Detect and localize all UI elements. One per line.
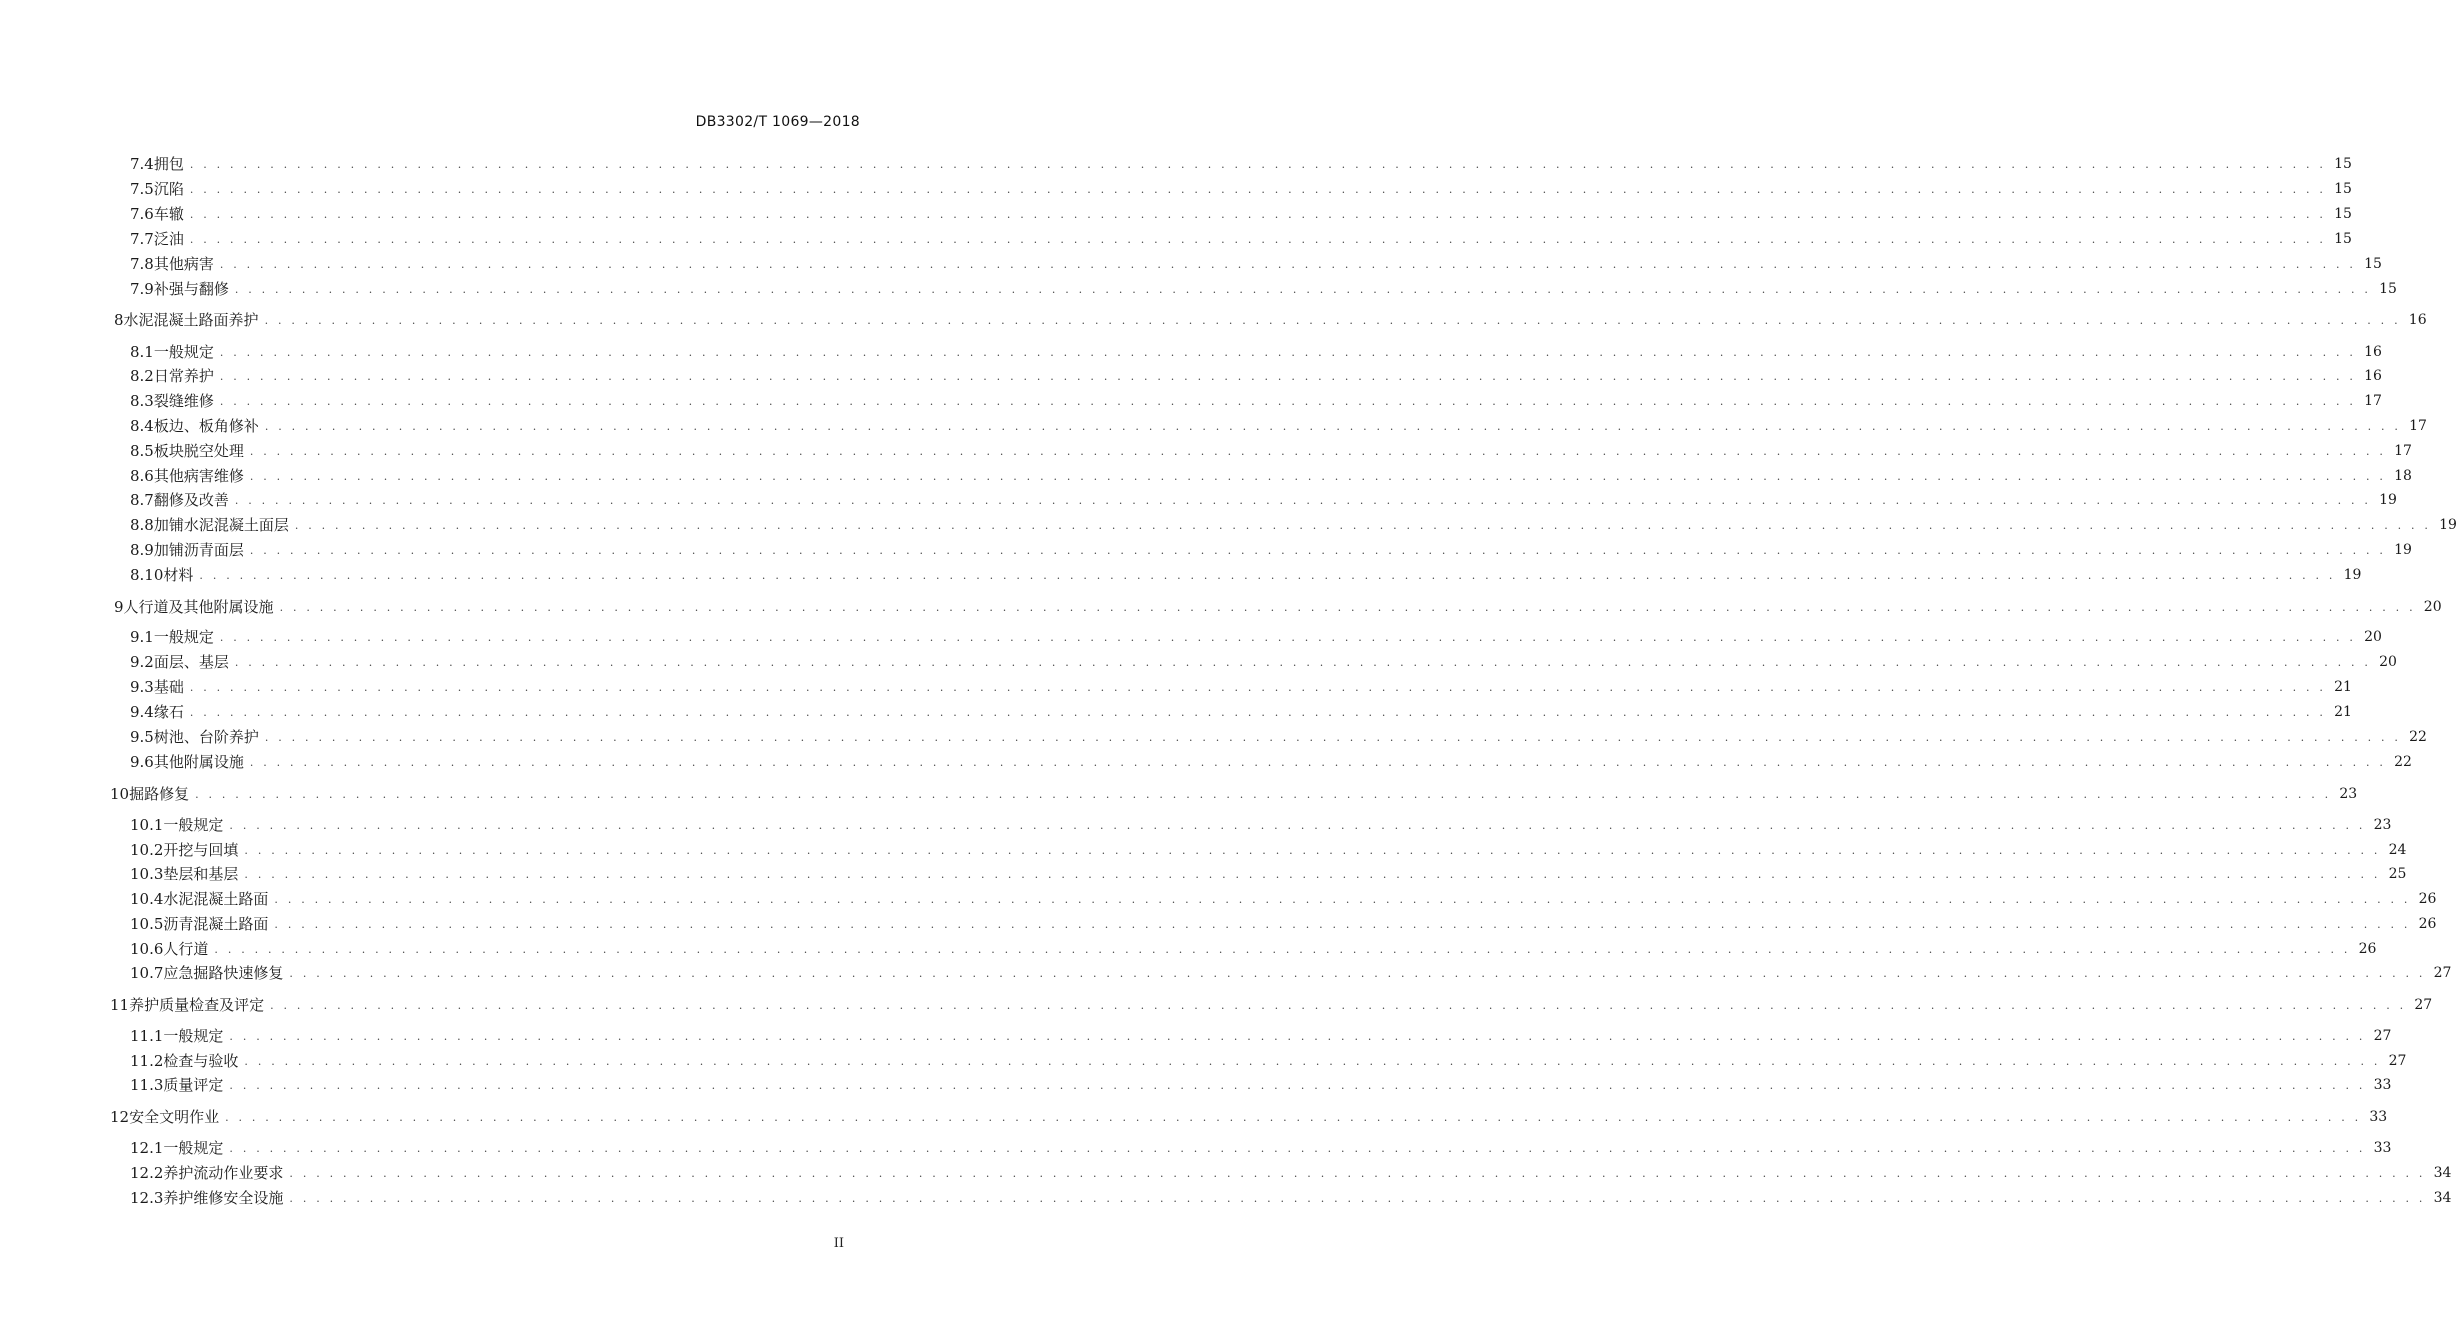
toc-entry-title: 安全文明作业 [129,1108,220,1126]
toc-entry-title: 应急掘路快速修复 [163,964,284,982]
toc-entry-number: 9.1 [130,628,154,646]
toc-entry-title: 水泥混凝土路面养护 [123,311,259,329]
toc-entry[interactable] [0,152,2352,176]
toc-entry-title: 一般规定 [163,1027,224,1045]
toc-leader-dots: . . . . . . . . . . . . . . . . . . . . . . . . . . . . . . . . . . . . . . . . . . . . . . . . . . . . . . . . . . . . . . . . . . . . . . . . . . . . . . . . . . . . . . . . . . . . . . . . . . . . . . . . . . . . . . . . . . . . . . . . . . . . . . . . . . . . . . . . . . . . . . . . . . . . . . . . . . . . . . . . [189,706,2327,719]
toc-entry-title: 补强与翻修 [153,280,229,298]
toc-leader-dots: . . . . . . . . . . . . . . . . . . . . . . . . . . . . . . . . . . . . . . . . . . . . . . . . . . . . . . . . . . . . . . . . . . . . . . . . . . . . . . . . . . . . . . . . . . . . . . . . . . . . . . . . . . . . . . . . . . . . . . . . . . . . . . . . . . . . . . . . . . . . . . . . . . . . . . . . . . . . . . . . [219,370,2357,383]
toc-entry-page: 23 [2373,817,2392,833]
toc-entry-number: 9.4 [130,703,154,721]
toc-entry-title: 板块脱空处理 [153,442,244,460]
toc-entry-number: 10.2 [130,841,164,859]
toc-entry-number: 12 [110,1108,130,1126]
toc-entry-number: 11.3 [130,1076,164,1094]
toc-entry-number: 8.2 [130,367,154,385]
toc-entry-page: 26 [2418,891,2437,907]
toc-entry-title: 加铺水泥混凝土面层 [153,516,289,534]
toc-entry-page: 15 [2334,206,2352,222]
toc-entry-title: 养护质量检查及评定 [129,996,265,1014]
toc-entry-number: 8.8 [130,516,154,534]
toc-entry-title: 裂缝维修 [153,392,214,410]
toc-leader-dots: . . . . . . . . . . . . . . . . . . . . . . . . . . . . . . . . . . . . . . . . . . . . . . . . . . . . . . . . . . . . . . . . . . . . . . . . . . . . . . . . . . . . . . . . . . . . . . . . . . . . . . . . . . . . . . . . . . . . . . . . . . . . . . . . . . . . . . . . . . . . . . . . . . . . . . . . . . . . . . . . [249,470,2387,483]
toc-entry-title: 其他附属设施 [153,753,244,771]
toc-entry[interactable] [0,937,2377,961]
toc-entry-page: 18 [2394,468,2412,484]
toc-entry[interactable] [0,675,2352,699]
toc-entry-number: 11.1 [130,1027,164,1045]
toc-entry-number: 8.1 [130,343,154,361]
toc-entry-number: 10 [110,785,130,803]
toc-leader-dots: . . . . . . . . . . . . . . . . . . . . . . . . . . . . . . . . . . . . . . . . . . . . . . . . . . . . . . . . . . . . . . . . . . . . . . . . . . . . . . . . . . . . . . . . . . . . . . . . . . . . . . . . . . . . . . . . . . . . . . . . . . . . . . . . . . . . . . . . . . . . . . . . . . . . . . . . . . . . . . . . [274,893,2411,906]
toc-entry[interactable] [0,750,2412,774]
toc-entry[interactable] [0,227,2352,251]
toc-entry[interactable] [0,862,2407,886]
toc-entry-page: 17 [2409,418,2427,434]
toc-entry-page: 15 [2334,181,2352,197]
toc-entry-title: 人行道 [163,940,209,958]
toc-entry-title: 缘石 [153,703,184,721]
toc-entry-number: 8.4 [130,417,154,435]
toc-entry-title: 基础 [153,678,184,696]
toc-entry-title: 一般规定 [163,816,224,834]
toc-entry-page: 19 [2439,517,2457,533]
toc-entry-title: 拥包 [153,155,184,173]
toc-leader-dots: . . . . . . . . . . . . . . . . . . . . . . . . . . . . . . . . . . . . . . . . . . . . . . . . . . . . . . . . . . . . . . . . . . . . . . . . . . . . . . . . . . . . . . . . . . . . . . . . . . . . . . . . . . . . . . . . . . . . . . . . . . . . . . . . . . . . . . . . . . . . . . . . . . . . . . . . . . . . . . . . [219,346,2357,359]
toc-entry-page: 27 [2414,997,2433,1013]
toc-entry-title: 一般规定 [153,628,214,646]
toc-entry[interactable] [0,177,2352,201]
toc-entry-title: 材料 [163,566,194,584]
toc-entry[interactable] [0,912,2437,936]
toc-leader-dots: . . . . . . . . . . . . . . . . . . . . . . . . . . . . . . . . . . . . . . . . . . . . . . . . . . . . . . . . . . . . . . . . . . . . . . . . . . . . . . . . . . . . . . . . . . . . . . . . . . . . . . . . . . . . . . . . . . . . . . . . . . . . . . . . . . . . . . . . . . . . . . . . . . . . . . . . . . . . . . . . [189,183,2327,196]
toc-entry-page: 16 [2364,344,2382,360]
toc-leader-dots: . . . . . . . . . . . . . . . . . . . . . . . . . . . . . . . . . . . . . . . . . . . . . . . . . . . . . . . . . . . . . . . . . . . . . . . . . . . . . . . . . . . . . . . . . . . . . . . . . . . . . . . . . . . . . . . . . . . . . . . . . . . . . . . . . . . . . . . . . . . . . . . . . . . . . . . . . . . . . . . . [264,731,2402,744]
toc-entry[interactable] [0,993,2433,1017]
toc-entry-title: 检查与验收 [163,1052,239,1070]
toc-entry-page: 16 [2364,368,2382,384]
toc-entry-number: 10.5 [130,915,164,933]
toc-entry-page: 22 [2409,729,2427,745]
toc-leader-dots: . . . . . . . . . . . . . . . . . . . . . . . . . . . . . . . . . . . . . . . . . . . . . . . . . . . . . . . . . . . . . . . . . . . . . . . . . . . . . . . . . . . . . . . . . . . . . . . . . . . . . . . . . . . . . . . . . . . . . . . . . . . . . . . . . . . . . . . . . . . . . . . . . . . . . . . . . . . . . . . . [234,656,2372,669]
toc-entry-title: 养护维修安全设施 [163,1189,284,1207]
toc-entry[interactable] [0,202,2352,226]
toc-leader-dots: . . . . . . . . . . . . . . . . . . . . . . . . . . . . . . . . . . . . . . . . . . . . . . . . . . . . . . . . . . . . . . . . . . . . . . . . . . . . . . . . . . . . . . . . . . . . . . . . . . . . . . . . . . . . . . . . . . . . . . . . . . . . . . . . . . . . . . . . . . . . . . . . . . . . . . . . . . . . . . . . [219,395,2357,408]
toc-entry-number: 11.2 [130,1052,164,1070]
toc-entry-number: 9.6 [130,753,154,771]
toc-leader-dots: . . . . . . . . . . . . . . . . . . . . . . . . . . . . . . . . . . . . . . . . . . . . . . . . . . . . . . . . . . . . . . . . . . . . . . . . . . . . . . . . . . . . . . . . . . . . . . . . . . . . . . . . . . . . . . . . . . . . . . . . . . . . . . . . . . . . . . . . . . . . . . . . . . . . . . . . . . . . . . . . [289,1167,2426,1180]
toc-entry-number: 7.9 [130,280,154,298]
toc-leader-dots: . . . . . . . . . . . . . . . . . . . . . . . . . . . . . . . . . . . . . . . . . . . . . . . . . . . . . . . . . . . . . . . . . . . . . . . . . . . . . . . . . . . . . . . . . . . . . . . . . . . . . . . . . . . . . . . . . . . . . . . . . . . . . . . . . . . . . . . . . . . . . . . . . . . . . . . . . . . . . . . . [244,844,2381,857]
toc-entry-page: 20 [2423,599,2442,615]
toc-entry-page: 23 [2339,786,2358,802]
toc-entry-number: 12.3 [130,1189,164,1207]
toc-entry[interactable] [0,813,2392,837]
toc-entry[interactable] [0,439,2412,463]
toc-entry-page: 27 [2433,965,2452,981]
toc-entry-page: 25 [2388,866,2407,882]
toc-leader-dots: . . . . . . . . . . . . . . . . . . . . . . . . . . . . . . . . . . . . . . . . . . . . . . . . . . . . . . . . . . . . . . . . . . . . . . . . . . . . . . . . . . . . . . . . . . . . . . . . . . . . . . . . . . . . . . . . . . . . . . . . . . . . . . . . . . . . . . . . . . . . . . . . . . . . . . . . . . . . . . . . [189,681,2327,694]
toc-entry-page: 22 [2394,754,2412,770]
toc-entry-page: 15 [2334,231,2352,247]
toc-leader-dots: . . . . . . . . . . . . . . . . . . . . . . . . . . . . . . . . . . . . . . . . . . . . . . . . . . . . . . . . . . . . . . . . . . . . . . . . . . . . . . . . . . . . . . . . . . . . . . . . . . . . . . . . . . . . . . . . . . . . . . . . . . . . . . . . . . . . . . . . . . . . . . . . . . . . . . . . . . . . . . . . [289,1192,2426,1205]
toc-entry-page: 20 [2364,629,2382,645]
toc-entry[interactable] [0,625,2382,649]
toc-entry-page: 15 [2334,156,2352,172]
toc-leader-dots: . . . . . . . . . . . . . . . . . . . . . . . . . . . . . . . . . . . . . . . . . . . . . . . . . . . . . . . . . . . . . . . . . . . . . . . . . . . . . . . . . . . . . . . . . . . . . . . . . . . . . . . . . . . . . . . . . . . . . . . . . . . . . . . . . . . . . . . . . . . . . . . . . . . . . . . . . . . . . . . . [270,999,2407,1012]
toc-entry-number: 12.1 [130,1139,164,1157]
toc-entry-page: 33 [2373,1140,2392,1156]
toc-leader-dots: . . . . . . . . . . . . . . . . . . . . . . . . . . . . . . . . . . . . . . . . . . . . . . . . . . . . . . . . . . . . . . . . . . . . . . . . . . . . . . . . . . . . . . . . . . . . . . . . . . . . . . . . . . . . . . . . . . . . . . . . . . . . . . . . . . . . . . . . . . . . . . . . . . . . . . . . . . . . . . . . [219,631,2357,644]
toc-entry-number: 7.5 [130,180,154,198]
toc-leader-dots: . . . . . . . . . . . . . . . . . . . . . . . . . . . . . . . . . . . . . . . . . . . . . . . . . . . . . . . . . . . . . . . . . . . . . . . . . . . . . . . . . . . . . . . . . . . . . . . . . . . . . . . . . . . . . . . . . . . . . . . . . . . . . . . . . . . . . . . . . . . . . . . . . . . . . . . . . . . . . . . . [244,1055,2381,1068]
toc-entry-page: 26 [2358,941,2377,957]
toc-entry-number: 9.5 [130,728,154,746]
toc-entry-page: 19 [2343,567,2362,583]
toc-entry[interactable] [0,464,2412,488]
toc-entry-page: 19 [2394,542,2412,558]
toc-leader-dots: . . . . . . . . . . . . . . . . . . . . . . . . . . . . . . . . . . . . . . . . . . . . . . . . . . . . . . . . . . . . . . . . . . . . . . . . . . . . . . . . . . . . . . . . . . . . . . . . . . . . . . . . . . . . . . . . . . . . . . . . . . . . . . . . . . . . . . . . . . . . . . . . . . . . . . . . . . . . . . . . [264,314,2401,327]
toc-entry-title: 质量评定 [163,1076,224,1094]
toc-entry-page: 26 [2418,916,2437,932]
toc-leader-dots: . . . . . . . . . . . . . . . . . . . . . . . . . . . . . . . . . . . . . . . . . . . . . . . . . . . . . . . . . . . . . . . . . . . . . . . . . . . . . . . . . . . . . . . . . . . . . . . . . . . . . . . . . . . . . . . . . . . . . . . . . . . . . . . . . . . . . . . . . . . . . . . . . . . . . . . . . . . . . . . . [294,519,2432,532]
toc-entry-page: 21 [2334,679,2352,695]
toc-entry[interactable] [0,1049,2407,1073]
toc-entry[interactable] [0,700,2352,724]
toc-entry[interactable] [0,887,2437,911]
toc-leader-dots: . . . . . . . . . . . . . . . . . . . . . . . . . . . . . . . . . . . . . . . . . . . . . . . . . . . . . . . . . . . . . . . . . . . . . . . . . . . . . . . . . . . . . . . . . . . . . . . . . . . . . . . . . . . . . . . . . . . . . . . . . . . . . . . . . . . . . . . . . . . . . . . . . . . . . . . . . . . . . . . . [274,918,2411,931]
toc-entry[interactable] [0,1161,2452,1185]
toc-entry-number: 7.8 [130,255,154,273]
toc-leader-dots: . . . . . . . . . . . . . . . . . . . . . . . . . . . . . . . . . . . . . . . . . . . . . . . . . . . . . . . . . . . . . . . . . . . . . . . . . . . . . . . . . . . . . . . . . . . . . . . . . . . . . . . . . . . . . . . . . . . . . . . . . . . . . . . . . . . . . . . . . . . . . . . . . . . . . . . . . . . . . . . . [195,788,2332,801]
toc-entry[interactable] [0,1136,2392,1160]
toc-entry-title: 泛油 [153,230,184,248]
toc-leader-dots: . . . . . . . . . . . . . . . . . . . . . . . . . . . . . . . . . . . . . . . . . . . . . . . . . . . . . . . . . . . . . . . . . . . . . . . . . . . . . . . . . . . . . . . . . . . . . . . . . . . . . . . . . . . . . . . . . . . . . . . . . . . . . . . . . . . . . . . . . . . . . . . . . . . . . . . . . . . . . . . . [229,819,2366,832]
toc-leader-dots: . . . . . . . . . . . . . . . . . . . . . . . . . . . . . . . . . . . . . . . . . . . . . . . . . . . . . . . . . . . . . . . . . . . . . . . . . . . . . . . . . . . . . . . . . . . . . . . . . . . . . . . . . . . . . . . . . . . . . . . . . . . . . . . . . . . . . . . . . . . . . . . . . . . . . . . . . . . . . . . . [214,943,2351,956]
toc-entry-number: 8.10 [130,566,164,584]
toc-entry-page: 21 [2334,704,2352,720]
toc-entry-number: 7.4 [130,155,154,173]
toc-entry-page: 17 [2364,393,2382,409]
toc-entry-title: 一般规定 [153,343,214,361]
toc-leader-dots: . . . . . . . . . . . . . . . . . . . . . . . . . . . . . . . . . . . . . . . . . . . . . . . . . . . . . . . . . . . . . . . . . . . . . . . . . . . . . . . . . . . . . . . . . . . . . . . . . . . . . . . . . . . . . . . . . . . . . . . . . . . . . . . . . . . . . . . . . . . . . . . . . . . . . . . . . . . . . . . . [249,756,2387,769]
toc-entry-title: 翻修及改善 [153,491,229,509]
toc-leader-dots: . . . . . . . . . . . . . . . . . . . . . . . . . . . . . . . . . . . . . . . . . . . . . . . . . . . . . . . . . . . . . . . . . . . . . . . . . . . . . . . . . . . . . . . . . . . . . . . . . . . . . . . . . . . . . . . . . . . . . . . . . . . . . . . . . . . . . . . . . . . . . . . . . . . . . . . . . . . . . . . . [199,569,2336,582]
toc-leader-dots: . . . . . . . . . . . . . . . . . . . . . . . . . . . . . . . . . . . . . . . . . . . . . . . . . . . . . . . . . . . . . . . . . . . . . . . . . . . . . . . . . . . . . . . . . . . . . . . . . . . . . . . . . . . . . . . . . . . . . . . . . . . . . . . . . . . . . . . . . . . . . . . . . . . . . . . . . . . . . . . . [219,258,2357,271]
toc-leader-dots: . . . . . . . . . . . . . . . . . . . . . . . . . . . . . . . . . . . . . . . . . . . . . . . . . . . . . . . . . . . . . . . . . . . . . . . . . . . . . . . . . . . . . . . . . . . . . . . . . . . . . . . . . . . . . . . . . . . . . . . . . . . . . . . . . . . . . . . . . . . . . . . . . . . . . . . . . . . . . . . . [229,1142,2366,1155]
toc-entry-page: 24 [2388,842,2407,858]
toc-leader-dots: . . . . . . . . . . . . . . . . . . . . . . . . . . . . . . . . . . . . . . . . . . . . . . . . . . . . . . . . . . . . . . . . . . . . . . . . . . . . . . . . . . . . . . . . . . . . . . . . . . . . . . . . . . . . . . . . . . . . . . . . . . . . . . . . . . . . . . . . . . . . . . . . . . . . . . . . . . . . . . . . [229,1030,2366,1043]
toc-entry-number: 7.6 [130,205,154,223]
toc-entry-number: 9.3 [130,678,154,696]
toc-entry-title: 车辙 [153,205,184,223]
toc-entry-page: 17 [2394,443,2412,459]
toc-entry[interactable] [0,513,2457,537]
toc-leader-dots: . . . . . . . . . . . . . . . . . . . . . . . . . . . . . . . . . . . . . . . . . . . . . . . . . . . . . . . . . . . . . . . . . . . . . . . . . . . . . . . . . . . . . . . . . . . . . . . . . . . . . . . . . . . . . . . . . . . . . . . . . . . . . . . . . . . . . . . . . . . . . . . . . . . . . . . . . . . . . . . . [244,868,2381,881]
toc-entry-title: 其他病害维修 [153,467,244,485]
toc-entry-title: 加铺沥青面层 [153,541,244,559]
toc-entry[interactable] [0,277,2397,301]
toc-leader-dots: . . . . . . . . . . . . . . . . . . . . . . . . . . . . . . . . . . . . . . . . . . . . . . . . . . . . . . . . . . . . . . . . . . . . . . . . . . . . . . . . . . . . . . . . . . . . . . . . . . . . . . . . . . . . . . . . . . . . . . . . . . . . . . . . . . . . . . . . . . . . . . . . . . . . . . . . . . . . . . . . [289,967,2426,980]
toc-entry[interactable] [0,1073,2392,1097]
toc-entry-title: 日常养护 [153,367,214,385]
toc-entry-title: 垫层和基层 [163,865,239,883]
toc-entry-page: 20 [2379,654,2397,670]
toc-entry-number: 10.4 [130,890,164,908]
toc-entry-number: 8.9 [130,541,154,559]
toc-entry-number: 8.7 [130,491,154,509]
toc-entry-page: 27 [2373,1028,2392,1044]
toc-entry[interactable] [0,595,2442,619]
toc-leader-dots: . . . . . . . . . . . . . . . . . . . . . . . . . . . . . . . . . . . . . . . . . . . . . . . . . . . . . . . . . . . . . . . . . . . . . . . . . . . . . . . . . . . . . . . . . . . . . . . . . . . . . . . . . . . . . . . . . . . . . . . . . . . . . . . . . . . . . . . . . . . . . . . . . . . . . . . . . . . . . . . . [189,208,2327,221]
toc-entry-number: 8.3 [130,392,154,410]
toc-entry[interactable] [0,308,2427,332]
toc-entry-page: 33 [2369,1109,2388,1125]
toc-entry-title: 人行道及其他附属设施 [123,598,274,616]
toc-entry[interactable] [0,340,2382,364]
toc-entry[interactable] [0,488,2397,512]
toc-entry[interactable] [0,364,2382,388]
toc-entry[interactable] [0,563,2362,587]
toc-leader-dots: . . . . . . . . . . . . . . . . . . . . . . . . . . . . . . . . . . . . . . . . . . . . . . . . . . . . . . . . . . . . . . . . . . . . . . . . . . . . . . . . . . . . . . . . . . . . . . . . . . . . . . . . . . . . . . . . . . . . . . . . . . . . . . . . . . . . . . . . . . . . . . . . . . . . . . . . . . . . . . . . [234,283,2372,296]
toc-entry[interactable] [0,725,2427,749]
toc-entry-page: 27 [2388,1053,2407,1069]
toc-entry-page: 34 [2433,1165,2452,1181]
toc-entry-number: 11 [110,996,130,1014]
toc-entry-number: 8 [114,311,124,329]
toc-leader-dots: . . . . . . . . . . . . . . . . . . . . . . . . . . . . . . . . . . . . . . . . . . . . . . . . . . . . . . . . . . . . . . . . . . . . . . . . . . . . . . . . . . . . . . . . . . . . . . . . . . . . . . . . . . . . . . . . . . . . . . . . . . . . . . . . . . . . . . . . . . . . . . . . . . . . . . . . . . . . . . . . [264,420,2402,433]
toc-entry-title: 树池、台阶养护 [153,728,259,746]
toc-entry-number: 8.6 [130,467,154,485]
toc-entry-page: 15 [2379,281,2397,297]
toc-entry[interactable] [0,1024,2392,1048]
toc-leader-dots: . . . . . . . . . . . . . . . . . . . . . . . . . . . . . . . . . . . . . . . . . . . . . . . . . . . . . . . . . . . . . . . . . . . . . . . . . . . . . . . . . . . . . . . . . . . . . . . . . . . . . . . . . . . . . . . . . . . . . . . . . . . . . . . . . . . . . . . . . . . . . . . . . . . . . . . . . . . . . . . . [189,233,2327,246]
toc-entry[interactable] [0,1105,2388,1129]
toc-entry[interactable] [0,1186,2452,1210]
toc-entry-title: 掘路修复 [129,785,190,803]
toc-entry-number: 10.6 [130,940,164,958]
toc-entry-number: 9 [114,598,124,616]
toc-entry-title: 面层、基层 [153,653,229,671]
toc-leader-dots: . . . . . . . . . . . . . . . . . . . . . . . . . . . . . . . . . . . . . . . . . . . . . . . . . . . . . . . . . . . . . . . . . . . . . . . . . . . . . . . . . . . . . . . . . . . . . . . . . . . . . . . . . . . . . . . . . . . . . . . . . . . . . . . . . . . . . . . . . . . . . . . . . . . . . . . . . . . . . . . . [225,1111,2362,1124]
toc-entry[interactable] [0,389,2382,413]
toc-entry-title: 水泥混凝土路面 [163,890,269,908]
toc-leader-dots: . . . . . . . . . . . . . . . . . . . . . . . . . . . . . . . . . . . . . . . . . . . . . . . . . . . . . . . . . . . . . . . . . . . . . . . . . . . . . . . . . . . . . . . . . . . . . . . . . . . . . . . . . . . . . . . . . . . . . . . . . . . . . . . . . . . . . . . . . . . . . . . . . . . . . . . . . . . . . . . . [189,158,2327,171]
toc-leader-dots: . . . . . . . . . . . . . . . . . . . . . . . . . . . . . . . . . . . . . . . . . . . . . . . . . . . . . . . . . . . . . . . . . . . . . . . . . . . . . . . . . . . . . . . . . . . . . . . . . . . . . . . . . . . . . . . . . . . . . . . . . . . . . . . . . . . . . . . . . . . . . . . . . . . . . . . . . . . . . . . . [249,445,2387,458]
toc-entry-number: 10.3 [130,865,164,883]
page-number: II [833,1236,844,1251]
toc-leader-dots: . . . . . . . . . . . . . . . . . . . . . . . . . . . . . . . . . . . . . . . . . . . . . . . . . . . . . . . . . . . . . . . . . . . . . . . . . . . . . . . . . . . . . . . . . . . . . . . . . . . . . . . . . . . . . . . . . . . . . . . . . . . . . . . . . . . . . . . . . . . . . . . . . . . . . . . . . . . . . . . . [229,1079,2366,1092]
toc-entry[interactable] [0,961,2452,985]
toc-entry-title: 一般规定 [163,1139,224,1157]
toc-leader-dots: . . . . . . . . . . . . . . . . . . . . . . . . . . . . . . . . . . . . . . . . . . . . . . . . . . . . . . . . . . . . . . . . . . . . . . . . . . . . . . . . . . . . . . . . . . . . . . . . . . . . . . . . . . . . . . . . . . . . . . . . . . . . . . . . . . . . . . . . . . . . . . . . . . . . . . . . . . . . . . . . [249,544,2387,557]
toc-entry-page: 33 [2373,1077,2392,1093]
toc-entry-title: 开挖与回填 [163,841,239,859]
toc-entry-title: 板边、板角修补 [153,417,259,435]
toc-entry[interactable] [0,538,2412,562]
toc-entry[interactable] [0,414,2427,438]
toc-entry-page: 16 [2408,312,2427,328]
toc-entry-number: 7.7 [130,230,154,248]
toc-entry[interactable] [0,838,2407,862]
toc-entry-page: 15 [2364,256,2382,272]
toc-leader-dots: . . . . . . . . . . . . . . . . . . . . . . . . . . . . . . . . . . . . . . . . . . . . . . . . . . . . . . . . . . . . . . . . . . . . . . . . . . . . . . . . . . . . . . . . . . . . . . . . . . . . . . . . . . . . . . . . . . . . . . . . . . . . . . . . . . . . . . . . . . . . . . . . . . . . . . . . . . . . . . . . [234,494,2372,507]
toc-leader-dots: . . . . . . . . . . . . . . . . . . . . . . . . . . . . . . . . . . . . . . . . . . . . . . . . . . . . . . . . . . . . . . . . . . . . . . . . . . . . . . . . . . . . . . . . . . . . . . . . . . . . . . . . . . . . . . . . . . . . . . . . . . . . . . . . . . . . . . . . . . . . . . . . . . . . . . . . . . . . . . . . [279,601,2416,614]
toc-entry-page: 34 [2433,1190,2452,1206]
toc-entry-number: 10.7 [130,964,164,982]
toc-entry-number: 8.5 [130,442,154,460]
toc-entry-title: 沥青混凝土路面 [163,915,269,933]
toc-entry-title: 养护流动作业要求 [163,1164,284,1182]
toc-entry-number: 10.1 [130,816,164,834]
toc-entry-number: 12.2 [130,1164,164,1182]
toc-entry-page: 19 [2379,492,2397,508]
toc-entry[interactable] [0,782,2358,806]
toc-entry-title: 沉陷 [153,180,184,198]
toc-entry-title: 其他病害 [153,255,214,273]
document-code: DB3302/T 1069—2018 [695,114,860,130]
toc-entry-number: 9.2 [130,653,154,671]
toc-entry[interactable] [0,252,2382,276]
toc-entry[interactable] [0,650,2397,674]
